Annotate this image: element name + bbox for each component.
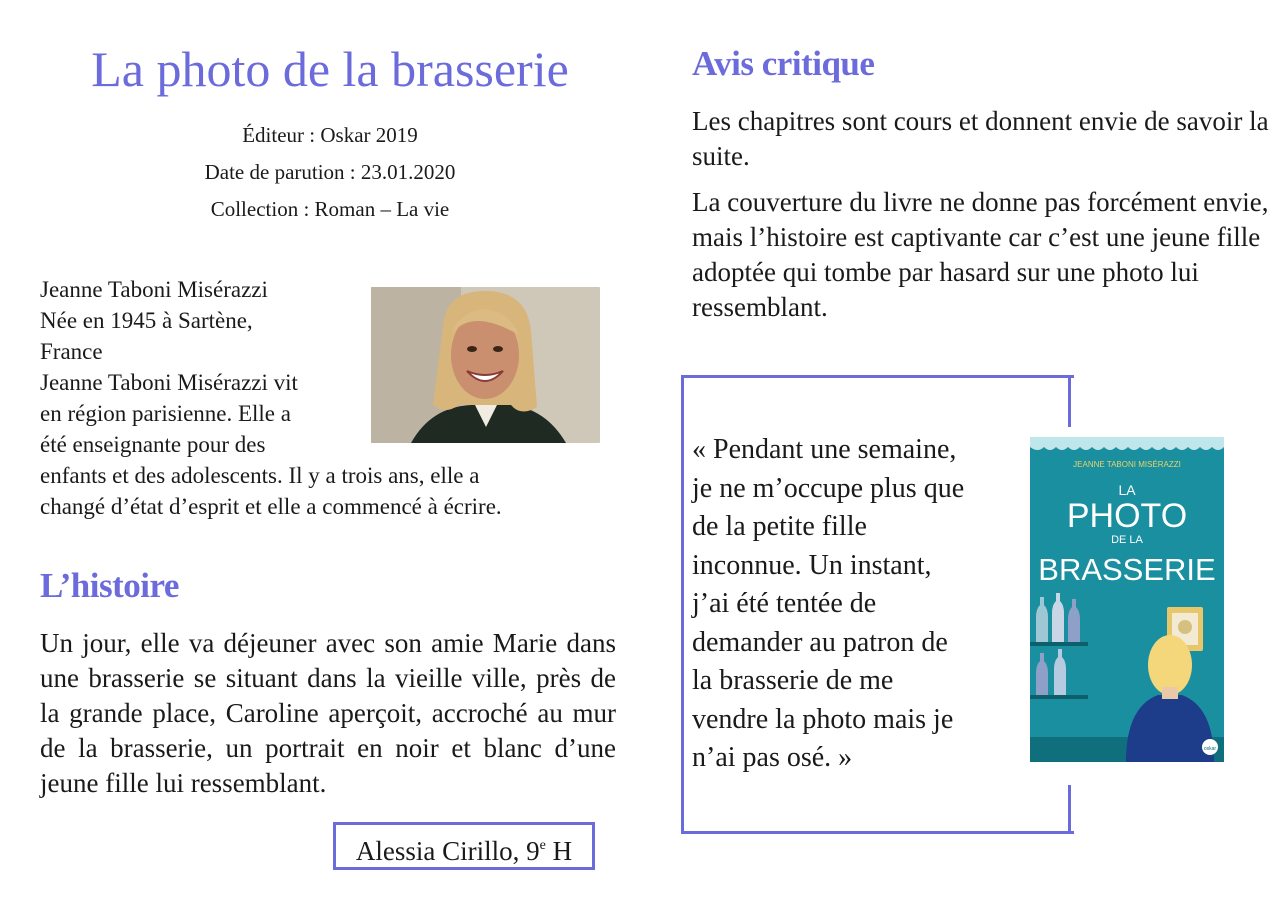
story-heading: L’histoire — [40, 566, 179, 605]
quote-line: demander au patron de — [692, 626, 948, 658]
author-bio-line: Jeanne Taboni Misérazzi — [40, 277, 268, 302]
book-release-date: Date de parution : 23.01.2020 — [204, 160, 456, 184]
book-editor: Éditeur : Oskar 2019 — [242, 123, 418, 147]
book-title: La photo de la brasserie — [91, 41, 569, 97]
cover-title-la: LA — [1118, 482, 1136, 498]
signature-sup: e — [539, 838, 546, 853]
quote-line: vendre la photo mais je — [692, 703, 954, 735]
signature-name: Alessia Cirillo, 9 — [355, 836, 540, 866]
review-paragraph-2: La couverture du livre ne donne pas forcément envie, mais l’histoire est captivante car c’est une jeune fille adoptée qui tombe par hasard sur une photo lui ressemblant. — [692, 187, 1269, 322]
author-bio-line: Née en 1945 à Sartène, — [40, 308, 253, 333]
story-text: Un jour, elle va déjeuner avec son amie Marie dans une brasserie se situant dans la vieille ville, près de la grande place, Caroline aperçoit, accroché au mur de la brasserie, un portrait en noir et blanc d’une jeune fille lui ressemblant. — [40, 628, 616, 798]
cover-title-brasserie: BRASSERIE — [1038, 552, 1216, 587]
author-bio-line: changé d’état d’esprit et elle a commencé à écrire. — [40, 494, 502, 519]
author-bio-line: enfants et des adolescents. Il y a trois ans, elle a — [40, 463, 480, 488]
cover-title-de-la: DE LA — [1111, 534, 1143, 546]
author-bio-line: été enseignante pour des — [40, 432, 266, 457]
author-bio-line: Jeanne Taboni Misérazzi vit — [40, 370, 298, 395]
quote-line: la brasserie de me — [692, 665, 894, 696]
review-heading: Avis critique — [692, 44, 875, 83]
review-paragraph-1: Les chapitres sont cours et donnent envie de savoir la suite. — [692, 106, 1269, 171]
cover-publisher: oskar — [1203, 746, 1217, 752]
quote-frame-edge — [1068, 785, 1071, 831]
quote-line: inconnue. Un instant, — [692, 549, 932, 581]
cover-title-photo: PHOTO — [1066, 497, 1188, 535]
quote-line: « Pendant une semaine, — [692, 434, 957, 465]
author-bio — [40, 274, 600, 522]
signature-box — [333, 822, 595, 870]
cover-author: JEANNE TABONI MISÉRAZZI — [1073, 460, 1181, 469]
signature-class: H — [545, 836, 573, 866]
quote-line: je ne m’occupe plus que — [692, 472, 965, 504]
quote-line: de la petite fille — [692, 511, 867, 542]
quote-line: n’ai pas osé. » — [692, 742, 853, 773]
review-text — [692, 104, 1272, 325]
book-quote — [692, 431, 1022, 778]
book-collection: Collection : Roman – La vie — [210, 197, 450, 221]
author-photo — [371, 287, 600, 443]
author-bio-line: en région parisienne. Elle a — [40, 401, 291, 426]
book-cover — [1030, 437, 1224, 762]
quote-frame-edge — [1068, 375, 1071, 427]
quote-line: j’ai été tentée de — [692, 588, 877, 619]
author-bio-line: France — [40, 339, 103, 364]
